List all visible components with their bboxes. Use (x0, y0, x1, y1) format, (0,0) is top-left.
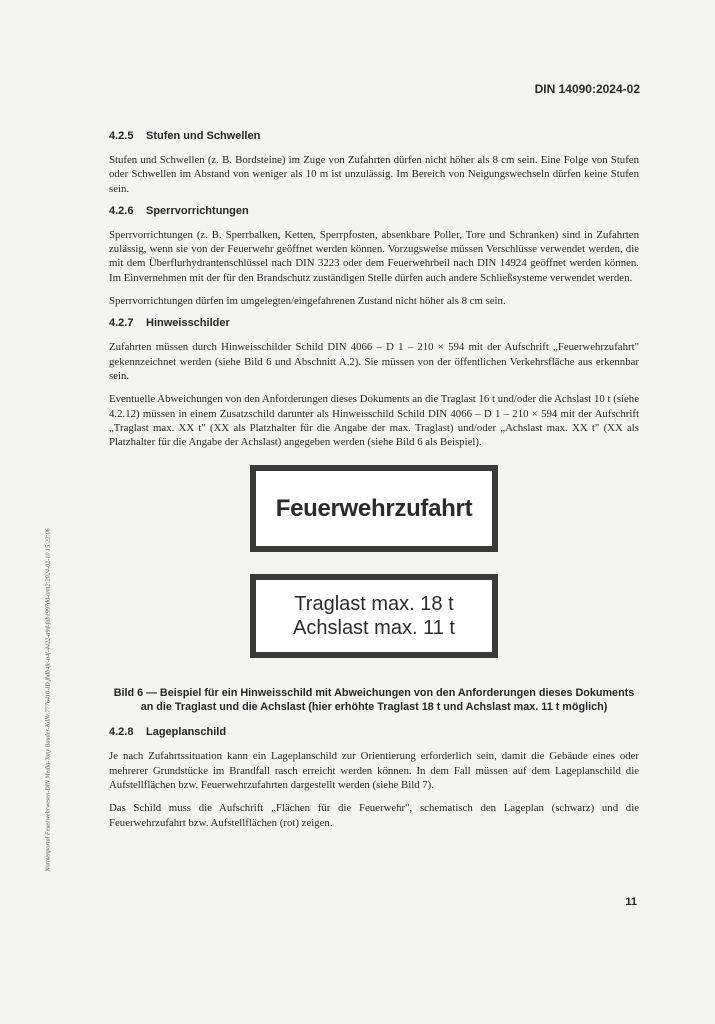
sign-main-text: Feuerwehrzufahrt (275, 494, 473, 522)
sign-load-limits (250, 574, 498, 658)
section-title: Hinweisschilder (146, 317, 230, 330)
section-heading (109, 130, 639, 142)
section-heading (109, 317, 639, 329)
sign-feuerwehrzufahrt (250, 465, 498, 552)
main-content (109, 130, 639, 839)
paragraph: Sperrvorrichtungen dürfen im umgelegten/eingefahrenen Zustand nicht höher als 8 cm sein. (109, 295, 506, 308)
section-title: Sperrvorrichtungen (146, 204, 249, 217)
paragraph: Zufahrten müssen durch Hinweisschilder Schild DIN 4066 – D 1 – 210 × 594 mit der Aufschrift „Feuerwehrzufahrt" gekennzeichnet werden (siehe Bild 6 und Abschnitt A.2). Sie müssen von der öffentlichen Verkehrsfläche aus erkennbar sein. (109, 341, 639, 382)
section-heading (109, 205, 639, 217)
section-title: Stufen und Schwellen (146, 130, 261, 142)
section-number: 4.2.6 (109, 204, 134, 217)
section-number: 4.2.7 (109, 317, 134, 330)
section-4-2-6 (109, 205, 639, 308)
page-number: 11 (625, 896, 637, 908)
figure-caption: Bild 6 — Beispiel für ein Hinweisschild mit Abweichungen von den Anforderungen dieses Dokuments an die Traglast und die Achslast (hier erhöhte Traglast 18 t und Achslast max. 11 t möglich) (113, 687, 635, 714)
sign-traglast-text: Traglast max. 18 t (294, 593, 454, 616)
paragraph: Das Schild muss die Aufschrift „Flächen für die Feuerwehr", schematisch den Lageplan (schwarz) und die Feuerwehrzufahrt bzw. Aufstellflächen (rot) zeigen. (109, 802, 639, 829)
sign-achslast-text: Achslast max. 11 t (293, 617, 455, 640)
document-id: DIN 14090:2024-02 (534, 82, 640, 96)
section-4-2-8 (109, 726, 639, 829)
section-number: 4.2.5 (109, 130, 134, 142)
paragraph: Je nach Zufahrtssituation kann ein Lageplanschild zur Orientierung erforderlich sein, damit die Gebäude eines oder mehrerer Grundstücke im Brandfall rasch erreicht werden können. In dem Fall müssen auf dem Lageplanschild die Aufstellflächen bzw. Feuerwehrzufahrten dargestellt werden (siehe Bild 7). (109, 750, 639, 792)
side-watermark-text: Normenportal Feuerwehrwesen-DIN Media-Tony Bauder-KdNr.7776410-ID.jhdb4fe-a4f-4422-a9d-fab1997dd-amt2:2024-02-10 15:22:06 (44, 528, 52, 872)
paragraph: Stufen und Schwellen (z. B. Bordsteine) im Zuge von Zufahrten dürfen nicht höher als 8 cm sein. Eine Folge von Stufen oder Schwellen im Abstand von weniger als 10 m ist unzulässig. Im Bereich von Neigungswechseln dürfen keine Stufen sein. (109, 154, 639, 195)
paragraph: Sperrvorrichtungen (z. B. Sperrbalken, Ketten, Sperrpfosten, absenkbare Poller, Tore und Schranken) sind in Zufahrten zulässig, wenn sie von der Feuerwehr geöffnet werden können. Vorzugsweise müssen Verschlüsse verwendet werden, die mit dem Überflurhydrantenschlüssel nach DIN 3223 oder dem Feuerwehrbeil nach DIN 14924 geöffnet werden können. Im Einvernehmen mit der für den Brandschutz zuständigen Stelle dürfen auch andere Schließsysteme verwendet werden. (109, 228, 639, 284)
section-heading (109, 726, 639, 738)
section-title: Lageplanschild (146, 726, 227, 739)
side-watermark (42, 480, 54, 920)
paragraph: Eventuelle Abweichungen von den Anforderungen dieses Dokuments an die Traglast 16 t und/oder die Achslast 10 t (siehe 4.2.12) müssen in einem Zusatzschild darunter als Hinweisschild Schild DIN 4066 – D 1 – 210 × 594 mit der Aufschrift „Traglast max. XX t" (XX als Platzhalter für die Angabe der max. Traglast) und/oder „Achslast max. XX t" (XX als Platzhalter für die Angabe der Achslast) angegeben werden (siehe Bild 6 als Beispiel). (109, 393, 639, 449)
figure-signs (250, 465, 498, 658)
section-4-2-5 (109, 130, 639, 196)
section-number: 4.2.8 (109, 726, 134, 739)
section-4-2-7 (109, 317, 639, 449)
